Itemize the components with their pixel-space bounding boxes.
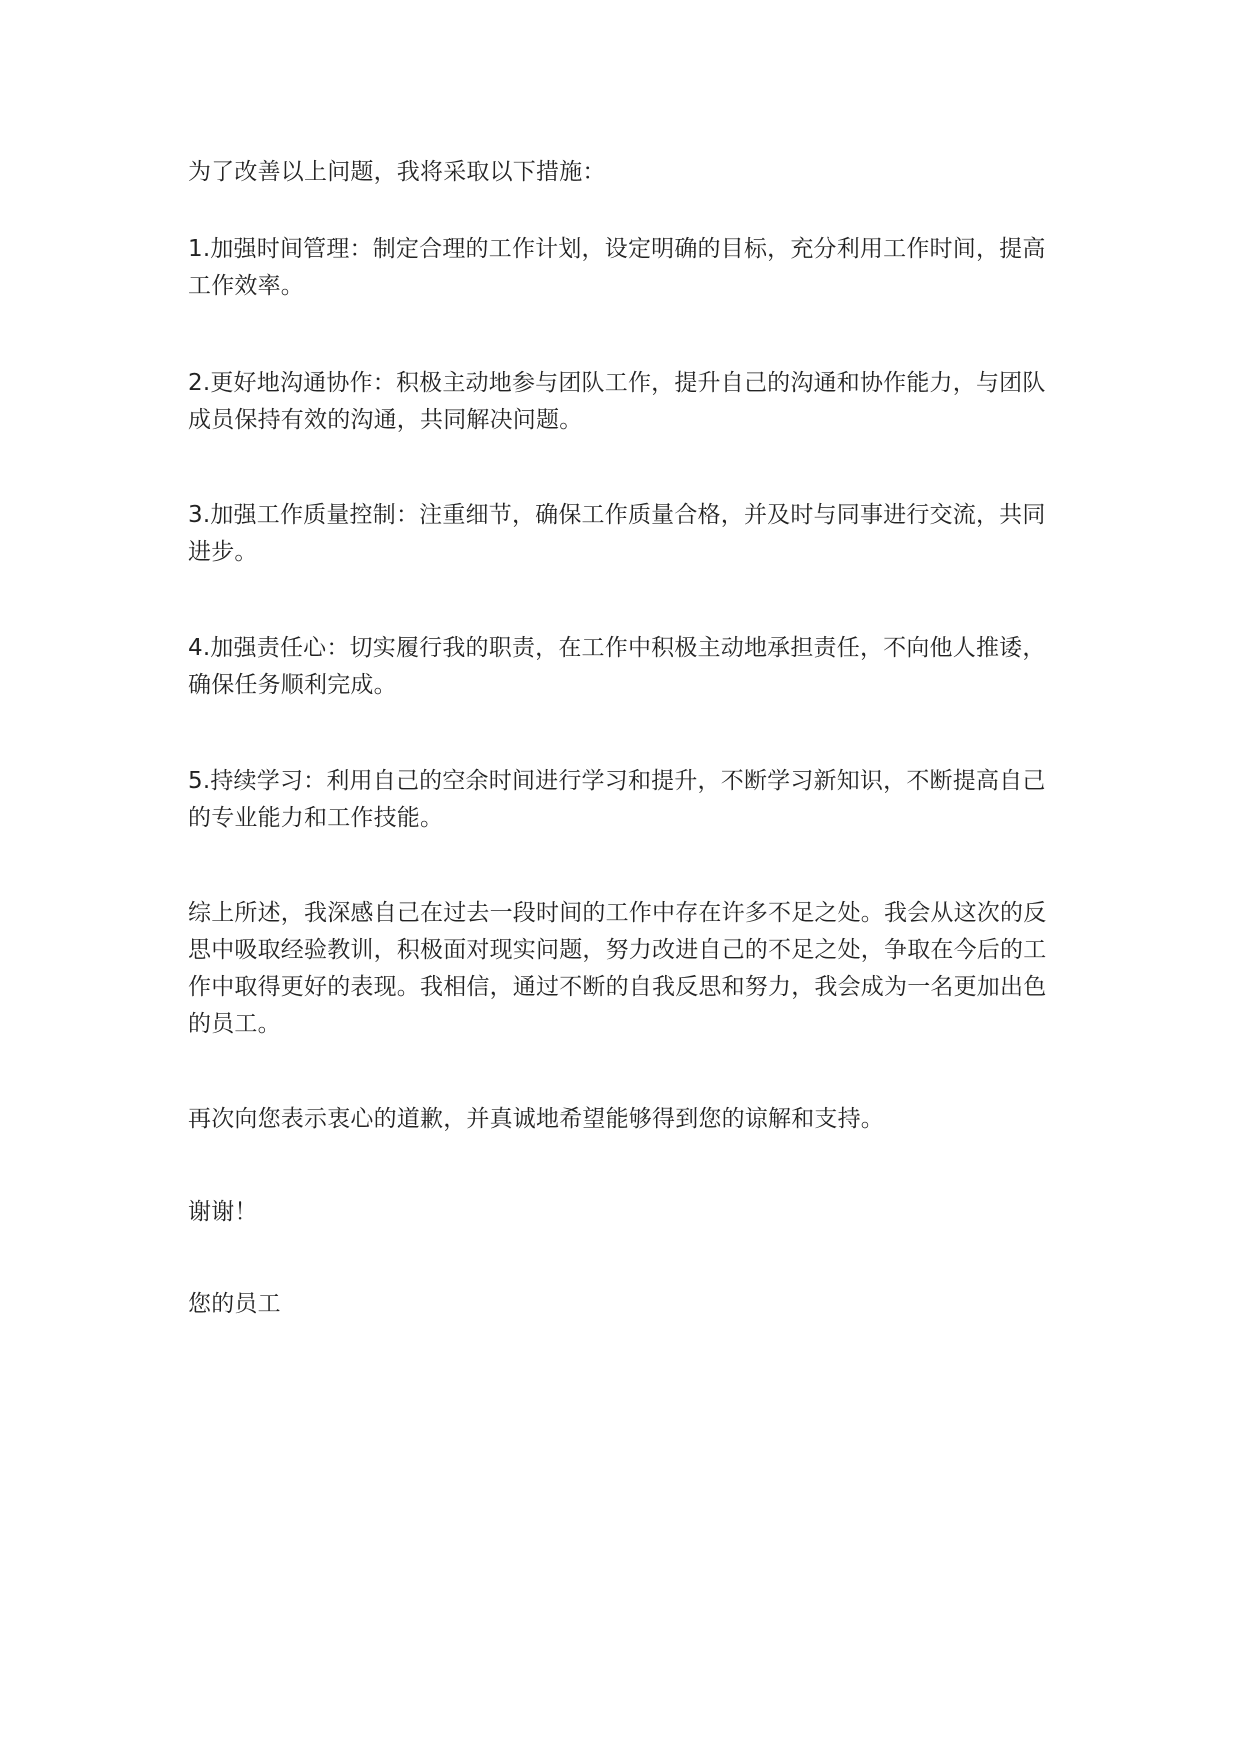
measure-5-paragraph: 5.持续学习：利用自己的空余时间进行学习和提升，不断学习新知识，不断提高自己 的专业能力和工作技能。 [188, 768, 1046, 831]
intro-paragraph: 为了改善以上问题，我将采取以下措施： [188, 159, 606, 185]
measure-3-paragraph: 3.加强工作质量控制：注重细节，确保工作质量合格，并及时与同事进行交流，共同 进步。 [188, 502, 1046, 565]
summary-paragraph: 综上所述，我深感自己在过去一段时间的工作中存在许多不足之处。我会从这次的反 思中吸取经验教训，积极面对现实问题，努力改进自己的不足之处，争取在今后的工 作中取得更好的表现。我相信，通过不断的自我反思和努力，我会成为一名更加出色 的员工。 [188, 900, 1047, 1037]
thanks-line: 谢谢！ [188, 1199, 258, 1225]
measure-4-paragraph: 4.加强责任心：切实履行我的职责，在工作中积极主动地承担责任，不向他人推诿， 确保任务顺利完成。 [188, 635, 1046, 698]
measure-2-paragraph: 2.更好地沟通协作：积极主动地参与团队工作，提升自己的沟通和协作能力，与团队 成员保持有效的沟通，共同解决问题。 [188, 370, 1046, 433]
measure-1-paragraph: 1.加强时间管理：制定合理的工作计划，设定明确的目标，充分利用工作时间，提高 工作效率。 [188, 236, 1046, 299]
apology-paragraph: 再次向您表示衷心的道歉，并真诚地希望能够得到您的谅解和支持。 [188, 1106, 884, 1132]
signature-line: 您的员工 [188, 1291, 281, 1317]
